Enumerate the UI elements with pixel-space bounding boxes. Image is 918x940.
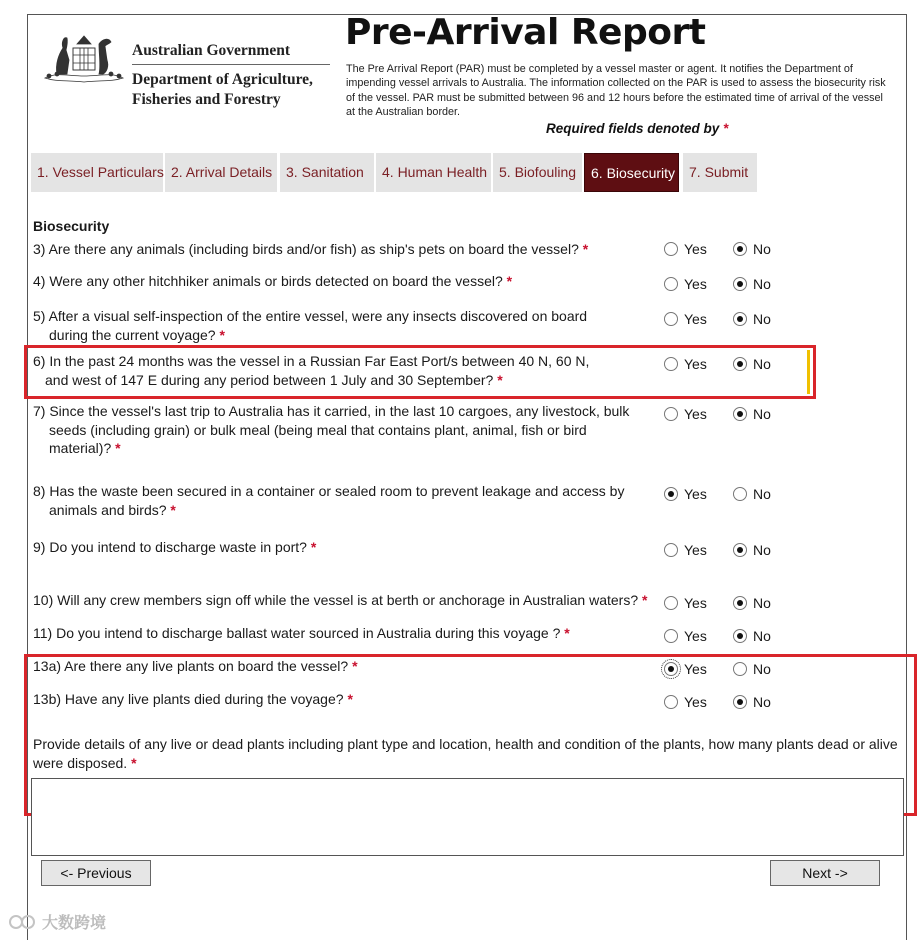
question-line — [33, 501, 653, 520]
tab-vessel-particulars[interactable]: 1. Vessel Particulars — [31, 153, 163, 192]
no-radio-button[interactable] — [733, 487, 747, 501]
question-text: animals and birds? — [49, 501, 167, 518]
question-11 — [33, 690, 653, 709]
question-1-no-option[interactable] — [733, 241, 771, 257]
question-8-yes-option[interactable] — [664, 595, 707, 611]
tab-arrival-details[interactable]: 2. Arrival Details — [165, 153, 277, 192]
yes-label: Yes — [684, 406, 707, 422]
no-radio-button[interactable] — [733, 357, 747, 371]
no-radio-button[interactable] — [733, 543, 747, 557]
question-10-no-option[interactable] — [733, 661, 771, 677]
yes-radio-button[interactable] — [664, 629, 678, 643]
required-marker: * — [352, 658, 358, 674]
department-name: Department of Agriculture, Fisheries and Forestry — [132, 71, 313, 108]
question-6-yes-option[interactable] — [664, 486, 707, 502]
no-label: No — [753, 542, 771, 558]
question-line — [33, 538, 653, 557]
no-radio-button[interactable] — [733, 596, 747, 610]
question-text: 9) Do you intend to discharge waste in port? — [33, 539, 307, 555]
no-label: No — [753, 241, 771, 257]
required-marker: * — [310, 539, 317, 555]
no-label: No — [753, 661, 771, 677]
question-3-no-option[interactable] — [733, 311, 771, 327]
yes-label: Yes — [684, 694, 707, 710]
section-title: Biosecurity — [33, 218, 110, 234]
tab-biofouling[interactable]: 5. Biofouling — [493, 153, 582, 192]
question-8-no-option[interactable] — [733, 595, 771, 611]
yes-radio-button[interactable] — [664, 357, 678, 371]
yes-label: Yes — [684, 628, 707, 644]
yes-radio-button[interactable] — [664, 543, 678, 557]
question-text: 5) After a visual self-inspection of the entire vessel, were any insects discovered on board — [33, 308, 588, 324]
question-line — [33, 240, 653, 259]
question-4-yes-option[interactable] — [664, 356, 707, 372]
yes-label: Yes — [684, 542, 707, 558]
watermark-logo-icon — [8, 913, 38, 931]
required-marker: * — [131, 754, 137, 771]
required-marker: * — [115, 440, 121, 456]
question-line — [33, 326, 653, 345]
required-marker: * — [347, 691, 353, 707]
question-text: and west of 147 E during any period between 1 July and 30 September? — [45, 371, 494, 388]
question-7-yes-option[interactable] — [664, 542, 707, 558]
question-line — [33, 624, 653, 643]
required-marker: * — [506, 273, 513, 289]
no-label: No — [753, 406, 771, 422]
question-9-yes-option[interactable] — [664, 628, 707, 644]
question-4 — [33, 352, 653, 389]
no-radio-button[interactable] — [733, 242, 747, 256]
tab-sanitation[interactable]: 3. Sanitation — [280, 153, 374, 192]
no-radio-button[interactable] — [733, 407, 747, 421]
tab-biosecurity[interactable]: 6. Biosecurity — [584, 153, 679, 192]
question-text: 11) Do you intend to discharge ballast water sourced in Australia during this voyage ? — [33, 625, 561, 641]
no-radio-button[interactable] — [733, 662, 747, 676]
question-text: 7) Since the vessel's last trip to Australia has it carried, in the last 10 cargoes, any livestock, bulk — [33, 403, 630, 419]
required-fields-note: Required fields denoted by * — [546, 121, 729, 136]
yes-label: Yes — [684, 356, 707, 372]
question-6-no-option[interactable] — [733, 486, 771, 502]
focus-indicator — [807, 350, 810, 394]
question-8 — [33, 591, 673, 610]
commonwealth-coat-of-arms-icon — [37, 26, 127, 88]
question-line — [33, 591, 673, 610]
question-line — [33, 371, 653, 390]
question-text: material)? — [49, 440, 112, 456]
yes-label: Yes — [684, 241, 707, 257]
question-10-yes-option[interactable] — [664, 661, 707, 677]
yes-radio-button[interactable] — [664, 277, 678, 291]
no-label: No — [753, 356, 771, 372]
question-7 — [33, 538, 653, 557]
required-marker: * — [564, 625, 570, 641]
required-marker: * — [219, 326, 225, 343]
question-9 — [33, 624, 653, 643]
question-9-no-option[interactable] — [733, 628, 771, 644]
no-label: No — [753, 694, 771, 710]
question-5-no-option[interactable] — [733, 406, 771, 422]
no-radio-button[interactable] — [733, 277, 747, 291]
no-label: No — [753, 276, 771, 292]
question-text: 13b) Have any live plants died during the voyage? — [33, 691, 344, 707]
plant-details-label: Provide details of any live or dead plants including plant type and location, health and condition of the plants, how many plants dead or alive were disposed. * — [33, 736, 898, 771]
government-name: Australian Government — [132, 42, 291, 59]
previous-button[interactable]: <- Previous — [41, 860, 151, 886]
question-3 — [33, 307, 653, 344]
question-1-yes-option[interactable] — [664, 241, 707, 257]
header-divider — [132, 64, 330, 65]
question-text: 13a) Are there any live plants on board the vessel? — [33, 658, 349, 674]
question-11-no-option[interactable] — [733, 694, 771, 710]
watermark: 大数跨境 — [8, 910, 106, 933]
yes-label: Yes — [684, 486, 707, 502]
no-label: No — [753, 628, 771, 644]
question-text: 4) Were any other hitchhiker animals or birds detected on board the vessel? — [33, 273, 503, 289]
yes-radio-button[interactable] — [664, 242, 678, 256]
yes-radio-button[interactable] — [664, 596, 678, 610]
no-label: No — [753, 595, 771, 611]
plant-details-textarea[interactable] — [31, 778, 904, 856]
yes-radio-button[interactable] — [664, 312, 678, 326]
question-line — [33, 439, 653, 458]
question-text: 10) Will any crew members sign off while the vessel is at berth or anchorage in Australian waters? — [33, 592, 639, 608]
yes-radio-button[interactable] — [664, 407, 678, 421]
yes-label: Yes — [684, 661, 707, 677]
question-line — [33, 272, 653, 291]
yes-label: Yes — [684, 595, 707, 611]
question-2 — [33, 272, 653, 291]
yes-radio-button[interactable] — [664, 695, 678, 709]
no-label: No — [753, 311, 771, 327]
question-line — [33, 657, 653, 676]
question-text: during the current voyage? — [49, 326, 216, 343]
question-2-no-option[interactable] — [733, 276, 771, 292]
question-line — [33, 690, 653, 709]
tab-human-health[interactable]: 4. Human Health — [376, 153, 491, 192]
next-button[interactable]: Next -> — [770, 860, 880, 886]
question-10 — [33, 657, 653, 676]
question-text: seeds (including grain) or bulk meal (being meal that contains plant, animal, fish or bird — [49, 421, 587, 438]
tab-submit[interactable]: 7. Submit — [683, 153, 757, 192]
question-7-no-option[interactable] — [733, 542, 771, 558]
required-marker: * — [170, 501, 176, 518]
yes-label: Yes — [684, 276, 707, 292]
no-radio-button[interactable] — [733, 629, 747, 643]
question-text: 8) Has the waste been secured in a container or sealed room to prevent leakage and access by — [33, 483, 625, 499]
required-marker: * — [723, 121, 729, 136]
required-marker: * — [642, 592, 648, 608]
question-text: 6) In the past 24 months was the vessel in a Russian Far East Port/s between 40 N, 60 N, — [33, 353, 590, 369]
question-2-yes-option[interactable] — [664, 276, 707, 292]
intro-text: The Pre Arrival Report (PAR) must be completed by a vessel master or agent. It notifies the Department of impending vessel arrivals to Australia. The information collected on the PAR is used to assess the biosecurity risk of the vessel. PAR must be submitted between 96 and 12 hours before the estimated time of arrival of the vessel at the Australian border. — [346, 63, 886, 118]
question-text: 3) Are there any animals (including birds and/or fish) as ship's pets on board the vessel? — [33, 241, 579, 257]
no-radio-button[interactable] — [733, 695, 747, 709]
question-5-yes-option[interactable] — [664, 406, 707, 422]
question-6 — [33, 482, 653, 519]
yes-label: Yes — [684, 311, 707, 327]
no-label: No — [753, 486, 771, 502]
question-1 — [33, 240, 653, 259]
required-marker: * — [497, 371, 503, 388]
yes-radio-button[interactable] — [664, 662, 678, 676]
question-3-yes-option[interactable] — [664, 311, 707, 327]
question-4-no-option[interactable] — [733, 356, 771, 372]
question-5 — [33, 402, 653, 458]
page-title: Pre-Arrival Report — [345, 12, 706, 53]
required-marker: * — [582, 241, 589, 257]
question-11-yes-option[interactable] — [664, 694, 707, 710]
no-radio-button[interactable] — [733, 312, 747, 326]
yes-radio-button[interactable] — [664, 487, 678, 501]
